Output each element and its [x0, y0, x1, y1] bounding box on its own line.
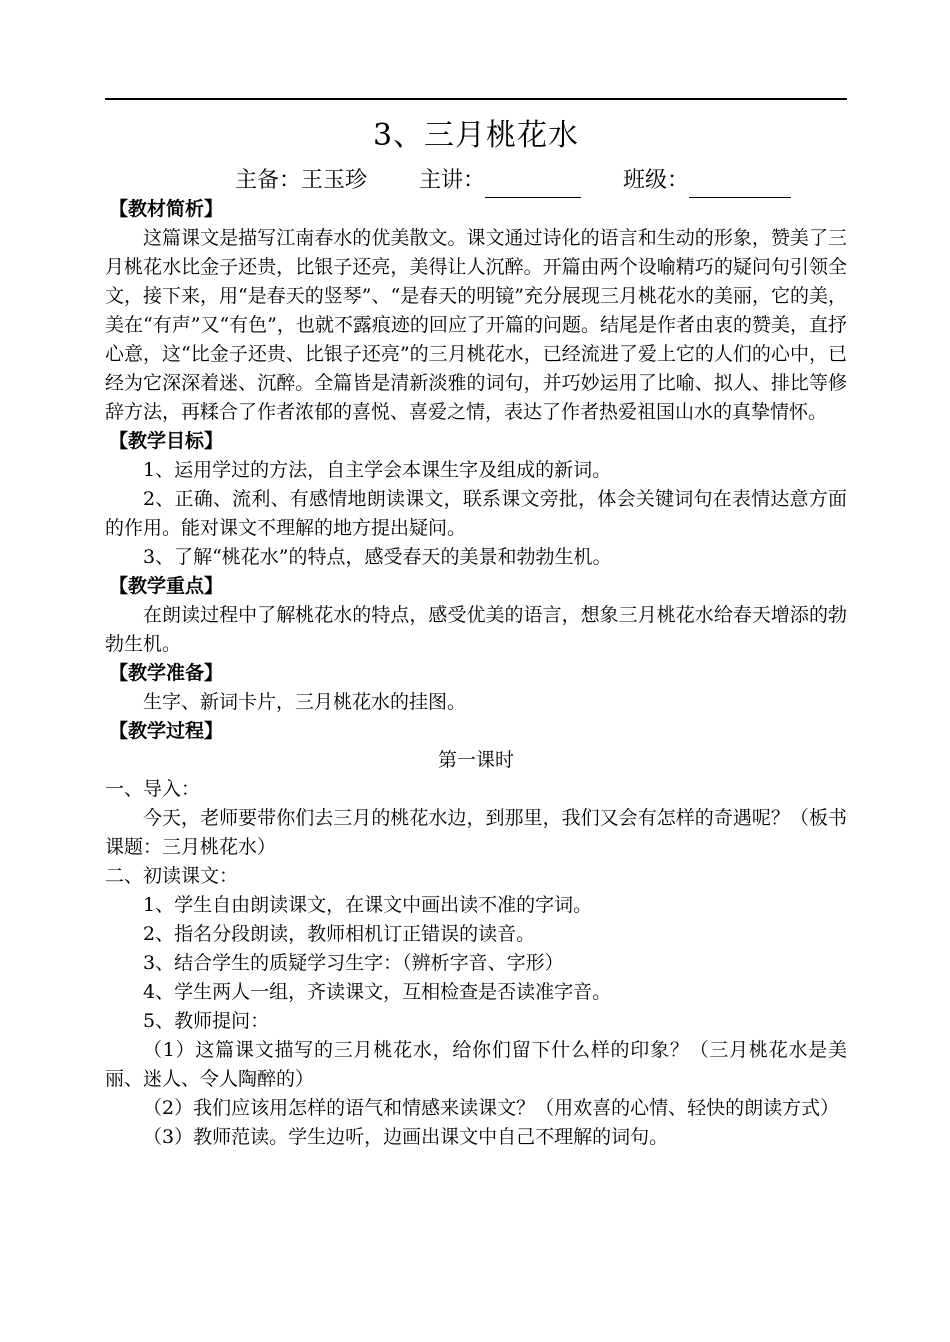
class-blank[interactable] — [689, 171, 791, 198]
goal-item: 1、运用学过的方法，自主学会本课生字及组成的新词。 — [143, 459, 612, 481]
reading-item: 5、教师提问： — [143, 1010, 270, 1032]
reading-item: 2、指名分段朗读，教师相机订正错误的读音。 — [143, 923, 536, 945]
reading-item: 1、学生自由朗读课文，在课文中画出读不准的字词。 — [143, 894, 593, 916]
key-points-heading: 【教学重点】 — [109, 575, 224, 597]
reading-item: 4、学生两人一组，齐读课文，互相检查是否读准字音。 — [143, 981, 612, 1003]
goal-item: 3、了解“桃花水”的特点，感受春天的美景和勃勃生机。 — [143, 546, 612, 568]
header-rule — [105, 98, 847, 100]
document-body — [105, 195, 847, 1152]
analysis-heading: 【教材简析】 — [109, 198, 224, 220]
question-item: （3）教师范读。学生边听，边画出课文中自己不理解的词句。 — [143, 1126, 669, 1148]
preparation-heading: 【教学准备】 — [109, 662, 224, 684]
analysis-text: 这篇课文是描写江南春水的优美散文。课文通过诗化的语言和生动的形象，赞美了三月桃花水比金子还贵，比银子还亮，美得让人沉醉。开篇由两个设喻精巧的疑问句引领全文，接下来，用“是春天的竖琴”、“是春天的明镜”充分展现三月桃花水的美丽，它的美，美在“有声”又“有色”，也就不露痕迹的回应了开篇的问题。结尾是作者由衷的赞美，直抒心意，这“比金子还贵、比银子还亮”的三月桃花水，已经流进了爱上它的人们的心中，已经为它深深着迷、沉醉。全篇皆是清新淡雅的词句，并巧妙运用了比喻、拟人、排比等修辞方法，再糅合了作者浓郁的喜悦、喜爱之情，表达了作者热爱祖国山水的真挚情怀。 — [105, 227, 847, 423]
intro-text: 今天，老师要带你们去三月的桃花水边，到那里，我们又会有怎样的奇遇呢？（板书课题：三月桃花水） — [105, 807, 847, 858]
page-title: 3、三月桃花水 — [372, 118, 580, 153]
prepared-name: 王玉珍 — [301, 168, 368, 193]
process-heading: 【教学过程】 — [109, 720, 224, 742]
key-points-text: 在朗读过程中了解桃花水的特点，感受优美的语言，想象三月桃花水给春天增添的勃勃生机。 — [105, 604, 847, 655]
preparation-text: 生字、新词卡片，三月桃花水的挂图。 — [143, 691, 467, 713]
intro-heading: 一、导入： — [105, 778, 201, 800]
class-label: 班级： — [623, 168, 690, 193]
lecturer-label: 主讲： — [419, 168, 486, 193]
prepared-label: 主备： — [235, 168, 302, 193]
meta-line — [235, 164, 855, 198]
goals-heading: 【教学目标】 — [109, 430, 224, 452]
reading-item: 3、结合学生的质疑学习生字：（辨析字音、字形） — [143, 952, 564, 974]
goal-item: 2、正确、流利、有感情地朗读课文，联系课文旁批，体会关键词句在表情达意方面的作用。能对课文不理解的地方提出疑问。 — [105, 488, 847, 539]
question-item: （2）我们应该用怎样的语气和情感来读课文？（用欢喜的心情、轻快的朗读方式） — [143, 1097, 840, 1119]
question-item: （1）这篇课文描写的三月桃花水，给你们留下什么样的印象？（三月桃花水是美丽、迷人、令人陶醉的） — [105, 1039, 847, 1090]
reading-heading: 二、初读课文： — [105, 865, 239, 887]
lecturer-blank[interactable] — [485, 171, 581, 198]
lesson-title: 第一课时 — [437, 749, 514, 771]
